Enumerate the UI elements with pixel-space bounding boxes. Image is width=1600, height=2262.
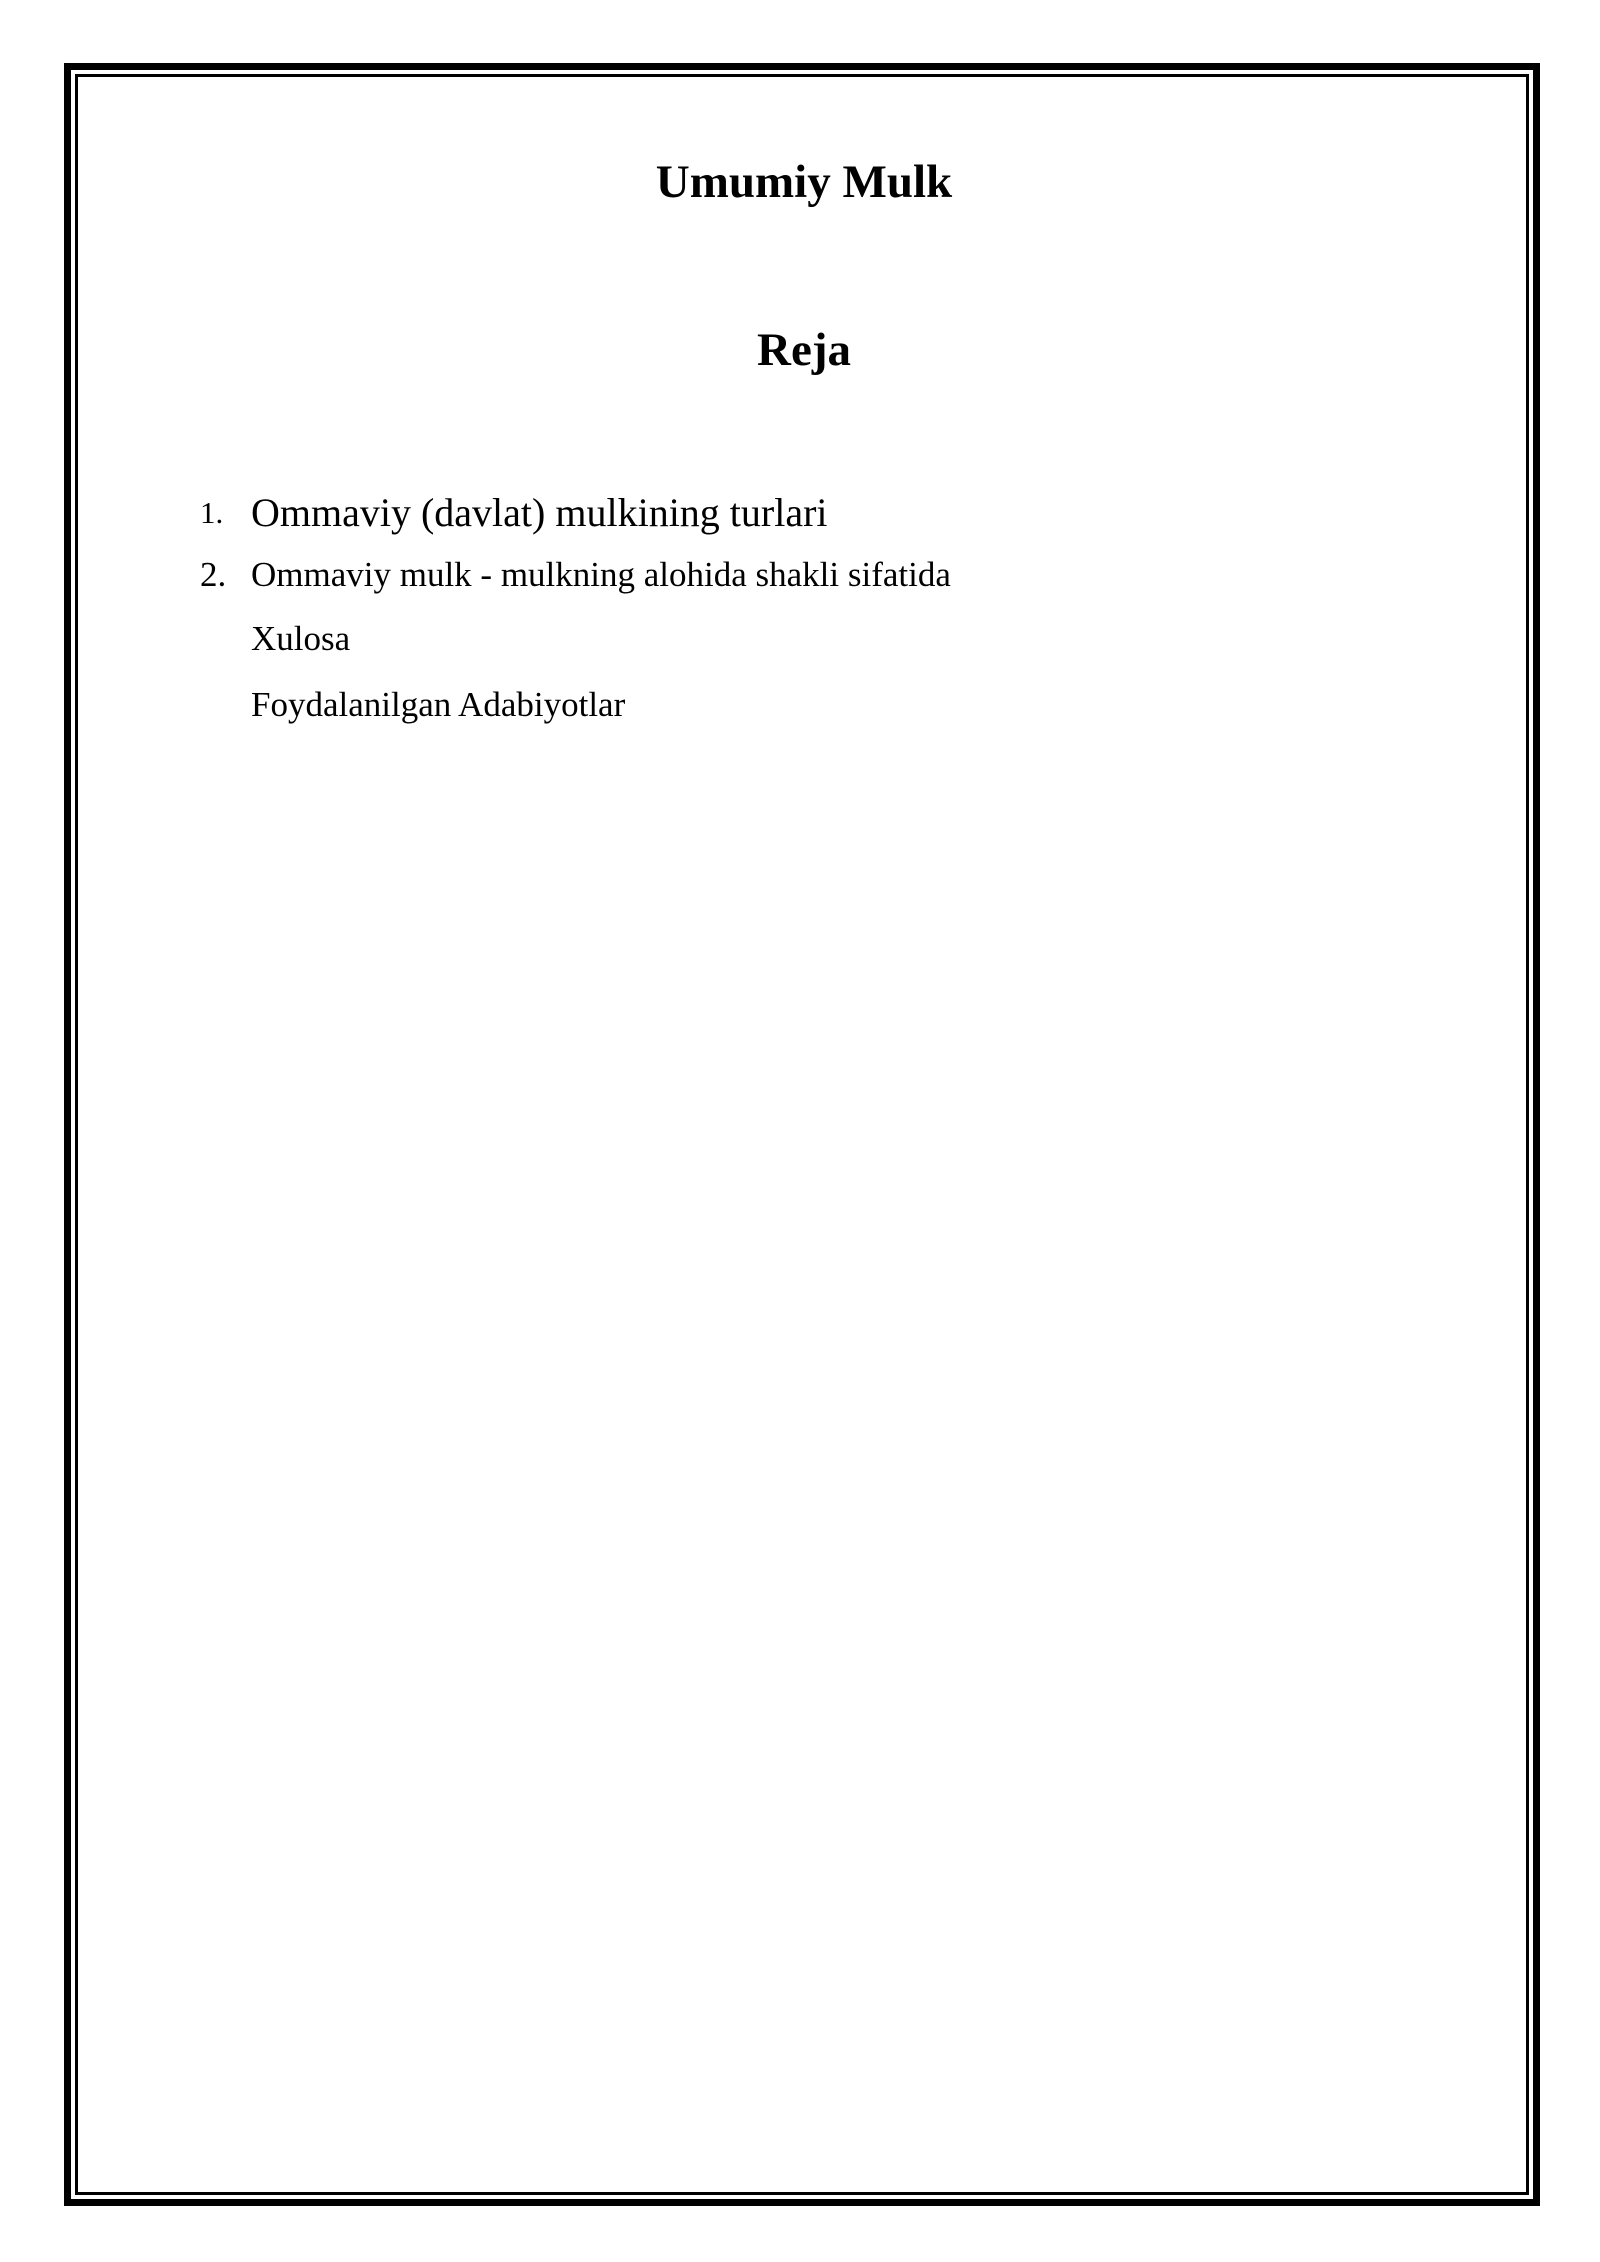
document-subtitle: Reja	[757, 324, 851, 376]
plan-list	[200, 485, 951, 729]
plan-item	[200, 485, 951, 541]
document-title: Umumiy Mulk	[655, 156, 953, 208]
plan-item	[200, 681, 951, 729]
plan-item-text: Xulosa	[251, 619, 351, 658]
plan-item-number: 1.	[200, 495, 224, 530]
plan-item-text: Foydalanilgan Adabiyotlar	[251, 685, 626, 724]
plan-item	[200, 551, 951, 599]
plan-item-text: Ommaviy (davlat) mulkining turlari	[251, 490, 828, 535]
page-border-inner	[75, 74, 1529, 2195]
plan-item-text: Ommaviy mulk - mulkning alohida shakli sifatida	[251, 555, 951, 594]
plan-item-number: 2.	[200, 555, 227, 594]
plan-item	[200, 615, 951, 663]
